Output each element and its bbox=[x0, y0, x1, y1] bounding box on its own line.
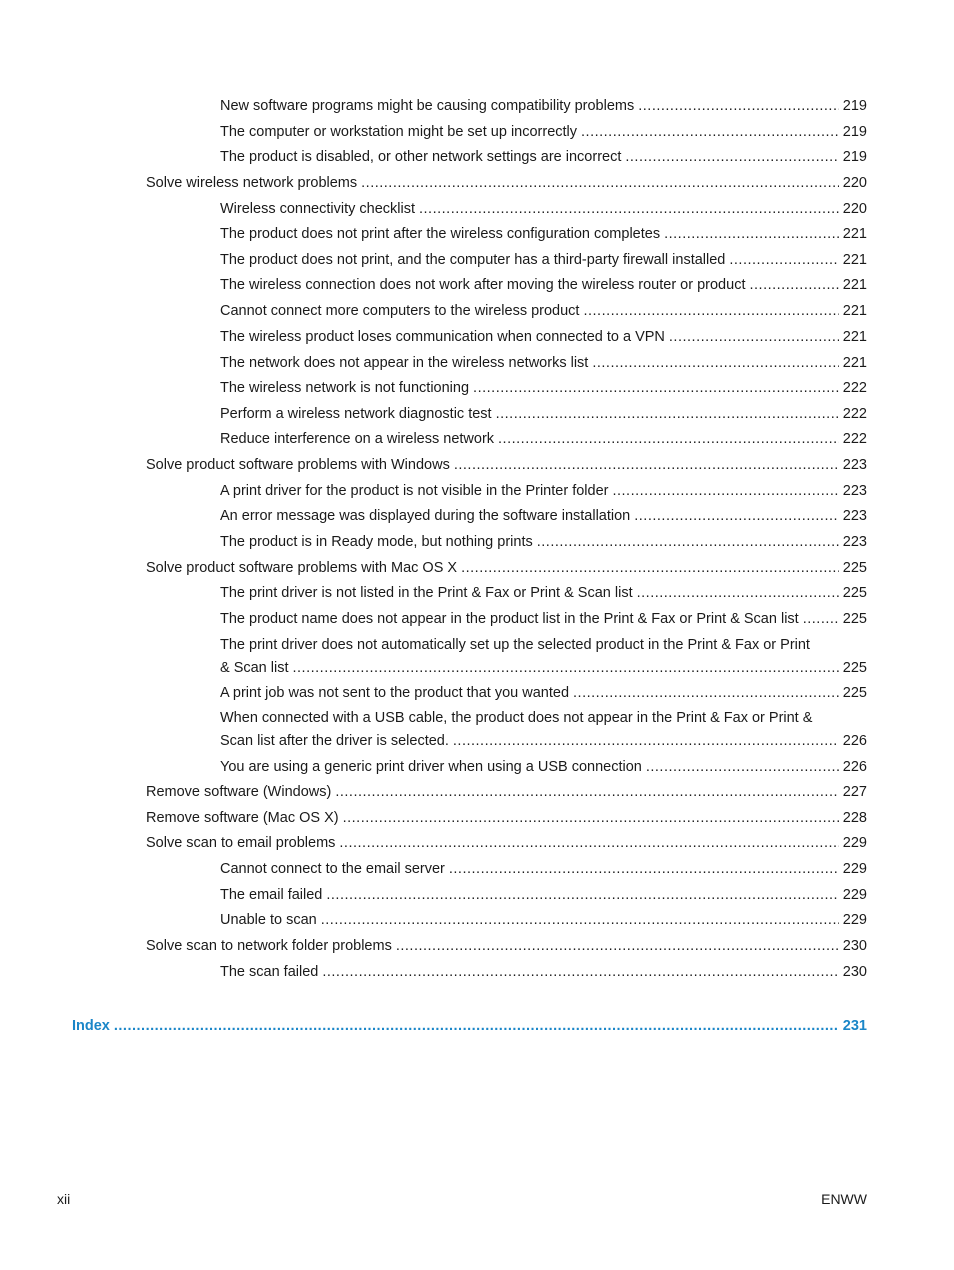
toc-entry[interactable] bbox=[220, 707, 867, 752]
toc-entry-title: The computer or workstation might be set up incorrectly bbox=[220, 124, 578, 140]
toc-entry-page: 222 bbox=[842, 431, 867, 447]
toc-entry-page: 219 bbox=[842, 149, 867, 165]
leader-dots bbox=[498, 428, 839, 451]
toc-entry-page: 229 bbox=[842, 835, 867, 851]
toc-entry-page: 219 bbox=[842, 98, 867, 114]
toc-entry-title: Scan list after the driver is selected. bbox=[220, 732, 449, 749]
toc-entry-page: 221 bbox=[842, 226, 867, 242]
toc-entry-page: 228 bbox=[842, 810, 867, 826]
toc-entry-page: 221 bbox=[842, 303, 867, 319]
toc-entry-page: 223 bbox=[842, 508, 867, 524]
toc-entry-page: 230 bbox=[842, 964, 867, 980]
leader-dots bbox=[729, 249, 838, 272]
toc-entry[interactable] bbox=[220, 352, 867, 375]
toc-entry-page: 227 bbox=[842, 784, 867, 800]
toc-entry-title: Remove software (Mac OS X) bbox=[146, 810, 339, 826]
toc-entry-title: The product does not print, and the computer has a third-party firewall installed bbox=[220, 252, 726, 268]
toc-entry-page: 223 bbox=[842, 483, 867, 499]
toc-entry[interactable] bbox=[220, 858, 867, 881]
toc-entry[interactable] bbox=[220, 428, 867, 451]
toc-entry[interactable] bbox=[220, 198, 867, 221]
leader-dots bbox=[361, 172, 839, 195]
leader-dots bbox=[803, 608, 839, 631]
toc-entry-page: 225 bbox=[842, 611, 867, 627]
toc-entry[interactable] bbox=[220, 121, 867, 144]
toc-entry[interactable] bbox=[220, 146, 867, 169]
toc-entry[interactable] bbox=[220, 300, 867, 323]
toc-entry-title: Solve wireless network problems bbox=[146, 175, 358, 191]
toc-entry-title: The product does not print after the wireless configuration completes bbox=[220, 226, 661, 242]
leader-dots bbox=[322, 961, 838, 984]
toc-entry[interactable] bbox=[220, 274, 867, 297]
toc-entry[interactable] bbox=[220, 634, 867, 679]
leader-dots bbox=[114, 1015, 839, 1038]
toc-entry[interactable] bbox=[146, 781, 867, 804]
toc-entry-title: The product name does not appear in the product list in the Print & Fax or Print & Scan list bbox=[220, 611, 799, 627]
toc-entry[interactable] bbox=[146, 454, 867, 477]
toc-entry-title: Solve scan to email problems bbox=[146, 835, 336, 851]
toc-entry-page: 229 bbox=[842, 887, 867, 903]
leader-dots bbox=[637, 582, 839, 605]
toc-entry-title-line1: When connected with a USB cable, the product does not appear in the Print & Fax or Print & bbox=[220, 710, 813, 726]
toc-entry-title: Wireless connectivity checklist bbox=[220, 201, 415, 217]
leader-dots bbox=[612, 480, 838, 503]
toc-entry-title: Reduce interference on a wireless network bbox=[220, 431, 495, 447]
toc-entry-page: 230 bbox=[842, 938, 867, 954]
toc-entry-page: 221 bbox=[842, 277, 867, 293]
toc-entry[interactable] bbox=[220, 531, 867, 554]
toc-entry[interactable] bbox=[146, 557, 867, 580]
toc-entry-page: 221 bbox=[842, 252, 867, 268]
toc-entry-page: 222 bbox=[842, 406, 867, 422]
toc-entry-title: The wireless connection does not work after moving the wireless router or product bbox=[220, 277, 746, 293]
toc-entry-page: 225 bbox=[842, 659, 867, 676]
toc-entry[interactable] bbox=[220, 505, 867, 528]
toc-entry-title-line1: The print driver does not automatically set up the selected product in the Print & Fax or Print bbox=[220, 637, 810, 653]
toc-entry-title: Index bbox=[72, 1018, 110, 1034]
toc-entry[interactable] bbox=[146, 832, 867, 855]
leader-dots bbox=[638, 95, 839, 118]
footer-label: ENWW bbox=[821, 1191, 867, 1207]
toc-entry[interactable] bbox=[146, 935, 867, 958]
toc-entry-title: A print job was not sent to the product that you wanted bbox=[220, 685, 570, 701]
leader-dots bbox=[573, 682, 839, 705]
leader-dots bbox=[321, 909, 839, 932]
toc-entry-title: Solve scan to network folder problems bbox=[146, 938, 392, 954]
toc-entry-page: 223 bbox=[842, 457, 867, 473]
toc-entry-title: The wireless network is not functioning bbox=[220, 380, 470, 396]
leader-dots bbox=[453, 730, 839, 753]
toc-entry-title: The scan failed bbox=[220, 964, 319, 980]
toc-entry[interactable] bbox=[146, 807, 867, 830]
leader-dots bbox=[634, 505, 839, 528]
toc-entry-title: The product is disabled, or other network settings are incorrect bbox=[220, 149, 622, 165]
leader-dots bbox=[419, 198, 839, 221]
toc-entry-title: The product is in Ready mode, but nothing prints bbox=[220, 534, 533, 550]
leader-dots bbox=[449, 858, 839, 881]
toc-entry[interactable] bbox=[220, 682, 867, 705]
toc-entry-title: The wireless product loses communication when connected to a VPN bbox=[220, 329, 665, 345]
leader-dots bbox=[592, 352, 838, 375]
toc-entry-page: 222 bbox=[842, 380, 867, 396]
leader-dots bbox=[669, 326, 839, 349]
leader-dots bbox=[749, 274, 838, 297]
leader-dots bbox=[339, 832, 838, 855]
toc-entry-page: 225 bbox=[842, 585, 867, 601]
leader-dots bbox=[581, 121, 839, 144]
toc-entry-title: A print driver for the product is not visible in the Printer folder bbox=[220, 483, 609, 499]
leader-dots bbox=[537, 531, 839, 554]
page-number: xii bbox=[57, 1191, 71, 1207]
toc-entry[interactable] bbox=[146, 172, 867, 195]
toc-entry-title: An error message was displayed during the software installation bbox=[220, 508, 631, 524]
toc-entry-title: You are using a generic print driver when using a USB connection bbox=[220, 759, 642, 775]
leader-dots bbox=[461, 557, 839, 580]
leader-dots bbox=[646, 756, 839, 779]
toc-entry-title: Solve product software problems with Mac OS X bbox=[146, 560, 458, 576]
leader-dots bbox=[343, 807, 839, 830]
toc-entry[interactable] bbox=[220, 95, 867, 118]
toc-entry[interactable] bbox=[220, 403, 867, 426]
toc-entry-page: 221 bbox=[842, 329, 867, 345]
toc-entry[interactable] bbox=[220, 909, 867, 932]
toc-entry[interactable] bbox=[220, 961, 867, 984]
toc-entry[interactable] bbox=[220, 326, 867, 349]
toc-entry-page: 229 bbox=[842, 912, 867, 928]
toc-entry-page: 226 bbox=[842, 732, 867, 749]
toc-entry-page: 231 bbox=[842, 1018, 867, 1034]
toc-entry-page: 226 bbox=[842, 759, 867, 775]
toc-entry-title: The network does not appear in the wireless networks list bbox=[220, 355, 589, 371]
toc-entry-title: The email failed bbox=[220, 887, 323, 903]
leader-dots bbox=[664, 223, 839, 246]
toc-entry-page: 229 bbox=[842, 861, 867, 877]
leader-dots bbox=[454, 454, 839, 477]
toc-entry[interactable] bbox=[220, 884, 867, 907]
toc-entry-page: 220 bbox=[842, 201, 867, 217]
toc-entry-page: 220 bbox=[842, 175, 867, 191]
toc-entry[interactable] bbox=[220, 223, 867, 246]
leader-dots bbox=[583, 300, 838, 323]
leader-dots bbox=[326, 884, 838, 907]
toc-entry-page: 225 bbox=[842, 685, 867, 701]
leader-dots bbox=[473, 377, 839, 400]
toc-entry-index[interactable] bbox=[72, 1015, 867, 1038]
toc-entry-title: Cannot connect more computers to the wireless product bbox=[220, 303, 580, 319]
toc-entry[interactable] bbox=[220, 582, 867, 605]
toc-entry-title: Unable to scan bbox=[220, 912, 317, 928]
toc-entry-title: Solve product software problems with Windows bbox=[146, 457, 450, 473]
toc-entry-title: The print driver is not listed in the Print & Fax or Print & Scan list bbox=[220, 585, 633, 601]
toc-entry-page: 221 bbox=[842, 355, 867, 371]
toc-entry-page: 225 bbox=[842, 560, 867, 576]
toc-entry-title: & Scan list bbox=[220, 659, 289, 676]
toc-entry[interactable] bbox=[220, 249, 867, 272]
toc-entry[interactable] bbox=[220, 377, 867, 400]
toc-entry-title: Remove software (Windows) bbox=[146, 784, 332, 800]
toc-entry[interactable] bbox=[220, 756, 867, 779]
toc-entry[interactable] bbox=[220, 480, 867, 503]
toc-entry-title: New software programs might be causing compatibility problems bbox=[220, 98, 635, 114]
leader-dots bbox=[293, 657, 839, 680]
leader-dots bbox=[335, 781, 838, 804]
toc-entry-title: Cannot connect to the email server bbox=[220, 861, 445, 877]
toc-entry-page: 219 bbox=[842, 124, 867, 140]
leader-dots bbox=[625, 146, 838, 169]
toc-entry[interactable] bbox=[220, 608, 867, 631]
toc-entry-title: Perform a wireless network diagnostic test bbox=[220, 406, 492, 422]
leader-dots bbox=[496, 403, 839, 426]
toc-entry-page: 223 bbox=[842, 534, 867, 550]
leader-dots bbox=[396, 935, 839, 958]
